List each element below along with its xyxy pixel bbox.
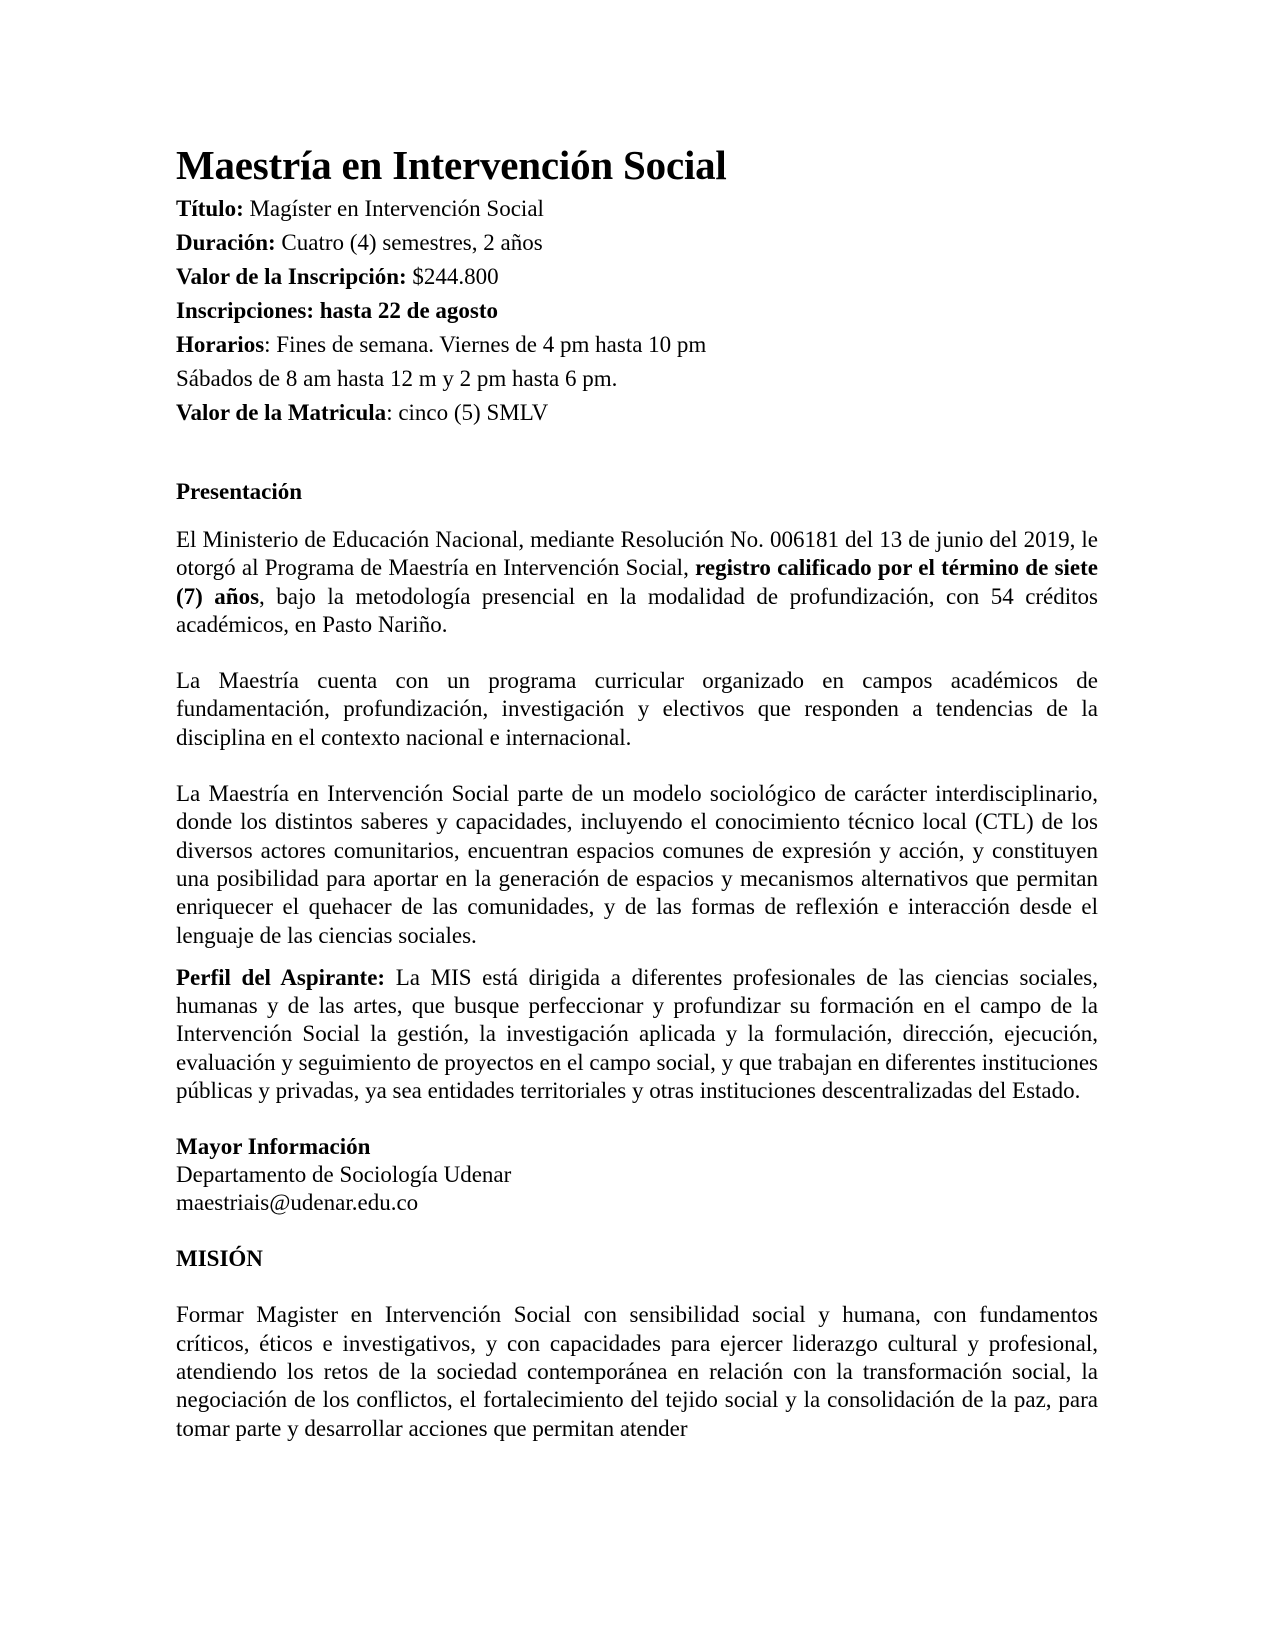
document-page xyxy=(176,140,1098,1443)
info-duracion-value: Cuatro (4) semestres, 2 años xyxy=(275,230,543,255)
perfil-label: Perfil del Aspirante: xyxy=(176,964,386,990)
info-inscripcion-label: Valor de la Inscripción: xyxy=(176,264,407,289)
presentacion-paragraph-3: La Maestría en Intervención Social parte de un modelo sociológico de carácter interdisciplinario, donde los distintos saberes y capacidades, incluyendo el conocimiento técnico local (CTL) de los diversos actores comunitarios, encuentran espacios comunes de expresión y acción, y constituyen una posibilidad para aportar en la generación de espacios y mecanismos alternativos que permitan enriquecer el quehacer de las comunidades, y de las formas de reflexión e interacción desde el lenguaje de las ciencias sociales. xyxy=(176,781,1098,948)
presentacion-heading: Presentación xyxy=(176,479,303,504)
info-horarios xyxy=(176,328,1098,362)
presentacion-p1-bold: registro calificado por el término de siete (7) años xyxy=(176,555,1098,609)
contacto-email: maestriais@udenar.edu.co xyxy=(176,1190,419,1216)
perfil-paragraph xyxy=(176,964,1098,1105)
program-info xyxy=(176,192,1098,430)
info-horarios-label: Horarios xyxy=(176,332,265,357)
info-inscripciones: Inscripciones: hasta 22 de agosto xyxy=(176,298,499,323)
info-horarios-value: : Fines de semana. Viernes de 4 pm hasta 10 pm xyxy=(264,332,707,357)
mision-paragraph: Formar Magister en Intervención Social con sensibilidad social y humana, con fundamentos críticos, éticos e investigativos, y con capacidades para ejercer liderazgo cultural y profesional, atendiendo los retos de la sociedad contemporánea en relación con la transformación social, la negociación de los conflictos, el fortalecimiento del tejido social y la consolidación de la paz, para tomar parte y desarrollar acciones que permitan atender xyxy=(176,1302,1098,1441)
info-duracion xyxy=(176,226,1098,260)
presentacion-p1-part1: El Ministerio de Educación Nacional, mediante Resolución No. 006181 del 13 de junio del 2019, le otorgó al Programa de Maestría en Intervención Social, xyxy=(176,527,1098,581)
info-duracion-label: Duración: xyxy=(176,230,276,255)
presentacion-paragraph-2: La Maestría cuenta con un programa curricular organizado en campos académicos de fundamentación, profundización, investigación y electivos que responden a tendencias de la disciplina en el contexto nacional e internacional. xyxy=(176,668,1098,750)
info-titulo-value: Magíster en Intervención Social xyxy=(243,196,544,221)
info-inscripcion xyxy=(176,260,1098,294)
contacto-department: Departamento de Sociología Udenar xyxy=(176,1162,512,1188)
info-titulo xyxy=(176,192,1098,226)
mision-heading: MISIÓN xyxy=(176,1246,263,1272)
document-title: Maestría en Intervención Social xyxy=(176,142,727,188)
perfil-text: La MIS está dirigida a diferentes profesionales de las ciencias sociales, humanas y de las artes, que busque perfeccionar y profundizar su formación en el campo de la Intervención Social la gestión, la investigación aplicada y la formulación, dirección, ejecución, evaluación y seguimiento de proyectos en el campo social, y que trabajan en diferentes instituciones públicas y privadas, ya sea entidades territoriales y otras instituciones descentralizadas del Estado. xyxy=(176,964,1099,1104)
info-titulo-label: Título: xyxy=(176,196,244,221)
presentacion-p1-part2: , bajo la metodología presencial en la modalidad de profundización, con 54 créditos académicos, en Pasto Nariño. xyxy=(176,583,1099,637)
info-horarios-line2: Sábados de 8 am hasta 12 m y 2 pm hasta 6 pm. xyxy=(176,366,618,391)
contacto-heading: Mayor Información xyxy=(176,1134,371,1160)
info-matricula-label: Valor de la Matricula xyxy=(176,400,387,425)
info-matricula xyxy=(176,396,1098,430)
presentacion-paragraph-1 xyxy=(176,526,1098,639)
info-matricula-value: : cinco (5) SMLV xyxy=(386,400,549,425)
info-inscripcion-value: $244.800 xyxy=(406,264,499,289)
